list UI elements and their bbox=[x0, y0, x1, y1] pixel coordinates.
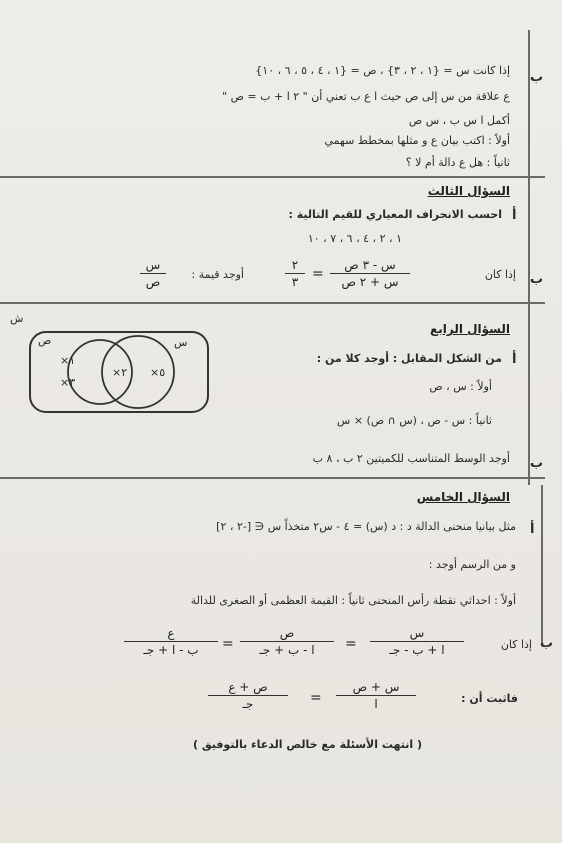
q5-b-if: إذا كان bbox=[500, 638, 532, 651]
q4-a-second: ثانياً : س - ص ، (س ∩ ص) × س bbox=[336, 414, 492, 427]
q5-b-proof-right-den: جـ bbox=[242, 697, 254, 711]
q5-a-text: مثل بيانيا منحنى الدالة د : د (س) = ٤ - س٢ متخذاً س ∈ [-٢ ، ٢] bbox=[216, 520, 516, 533]
q3-b-ratio-num: س bbox=[140, 258, 166, 274]
venn-only-b-num: ٥ bbox=[159, 366, 166, 379]
q3-b-equals: = bbox=[312, 266, 324, 282]
q3-title: السؤال الثالث bbox=[427, 184, 510, 198]
q3-a-label: أ bbox=[512, 208, 517, 223]
q5-title: السؤال الخامس bbox=[416, 490, 510, 504]
q3-b-if: إذا كان bbox=[484, 268, 516, 281]
venn-set-a-label: ص bbox=[38, 334, 52, 347]
q5-b-proof-right bbox=[208, 680, 288, 711]
venn-only-b-value bbox=[150, 366, 165, 379]
q3-a-text: احسب الانحراف المعياري للقيم التالية : bbox=[288, 208, 502, 221]
q5-a-from: و من الرسم أوجد : bbox=[428, 558, 516, 571]
q5-b-proof-left-num: س + ص bbox=[336, 680, 416, 696]
q2-line4: أولاً : اكتب بيان ع و مثلها بمخطط سهمي bbox=[324, 134, 510, 147]
venn-only-a-mark: × bbox=[60, 354, 70, 367]
divider-q4 bbox=[0, 302, 545, 304]
q2-line5: ثانياً : هل ع دالة أم لا ؟ bbox=[405, 156, 510, 169]
q2-line2: ع علاقة من س إلى ص حيث ا ع ب تعني أن " ٢ ا + ب = ص " bbox=[222, 90, 510, 103]
q5-b-frac2-den: ا - ب + جـ bbox=[259, 643, 315, 657]
q5-b-eq2: = bbox=[222, 636, 234, 652]
venn-only-a2-mark: × bbox=[60, 376, 70, 389]
q3-a-values: ١ ، ٢ ، ٤ ، ٦ ، ٧ ، ١٠ bbox=[307, 232, 402, 245]
right-margin-line bbox=[528, 30, 530, 485]
venn-only-a-num: ١ bbox=[69, 354, 76, 367]
q5-b-proof-right-num: ص + ع bbox=[208, 680, 288, 696]
q3-b-ratio bbox=[140, 258, 166, 289]
q4-title: السؤال الرابع bbox=[430, 322, 510, 336]
venn-universe-label: ش bbox=[10, 312, 24, 325]
venn-only-a2-value bbox=[60, 376, 75, 389]
q5-b-proof-left-den: ا bbox=[374, 697, 378, 711]
q5-b-label: ب bbox=[540, 636, 554, 651]
q3-b-rhs-den: ٣ bbox=[291, 275, 299, 289]
q2-b-label: ب bbox=[530, 70, 544, 85]
q5-b-proof-eq: = bbox=[310, 690, 322, 706]
q4-a-text: من الشكل المقابل : أوجد كلا من : bbox=[316, 352, 502, 365]
divider-q5 bbox=[0, 477, 545, 479]
q2-line3: أكمل ا س ب ، س ص bbox=[408, 114, 510, 127]
q5-b-frac1 bbox=[370, 626, 464, 657]
q5-b-frac3-num: ع bbox=[124, 626, 218, 642]
q2-line1: إذا كانت س = {١ ، ٢ ، ٣} ، ص = {١ ، ٤ ، ٥ ، ٦ ، ١٠} bbox=[255, 64, 510, 77]
q3-b-fraction bbox=[330, 258, 410, 289]
q3-b-find: أوجد قيمة : bbox=[191, 268, 244, 281]
q4-a-label: أ bbox=[512, 352, 517, 367]
q4-a-first: أولاً : س ، ص bbox=[429, 380, 492, 393]
q3-b-label: ب bbox=[530, 272, 544, 287]
venn-both-value bbox=[112, 366, 127, 379]
q5-b-prove: فاثبت أن : bbox=[461, 692, 518, 705]
footer-note: ( انتهت الأسئلة مع خالص الدعاء بالتوفيق ) bbox=[192, 738, 422, 751]
q5-a-items: أولاً : احداثي نقطة رأس المنحنى ثانياً : القيمة العظمى أو الصغرى للدالة bbox=[190, 594, 516, 607]
q5-b-frac1-num: س bbox=[370, 626, 464, 642]
venn-set-b-label: س bbox=[174, 336, 188, 349]
q3-b-rhs bbox=[285, 258, 305, 289]
q4-b-label: ب bbox=[530, 456, 544, 471]
q5-b-frac3 bbox=[124, 626, 218, 657]
q3-b-rhs-num: ٢ bbox=[285, 258, 305, 274]
q5-b-frac2-num: ص bbox=[240, 626, 334, 642]
venn-both-num: ٢ bbox=[121, 366, 128, 379]
q5-b-eq1: = bbox=[345, 636, 357, 652]
right-margin-line-lower bbox=[541, 485, 543, 645]
divider-q3 bbox=[0, 176, 545, 178]
venn-only-b-mark: × bbox=[150, 366, 160, 379]
venn-only-a2-num: ٣ bbox=[69, 376, 76, 389]
venn-both-mark: × bbox=[112, 366, 122, 379]
q3-b-frac-num: س - ٣ ص bbox=[330, 258, 410, 274]
venn-only-a-value bbox=[60, 354, 75, 367]
q3-b-ratio-den: ص bbox=[145, 275, 161, 289]
q5-b-frac3-den: ب - ا + جـ bbox=[143, 643, 199, 657]
q5-b-frac1-den: ا + ب - جـ bbox=[389, 643, 445, 657]
q4-b-text: أوجد الوسط المتناسب للكميتين ٢ ب ، ٨ ب bbox=[312, 452, 510, 465]
q5-b-frac2 bbox=[240, 626, 334, 657]
q5-b-proof-left bbox=[336, 680, 416, 711]
q5-a-label: أ bbox=[530, 522, 535, 537]
q3-b-frac-den: س + ٢ ص bbox=[341, 275, 399, 289]
venn-diagram bbox=[14, 310, 220, 420]
